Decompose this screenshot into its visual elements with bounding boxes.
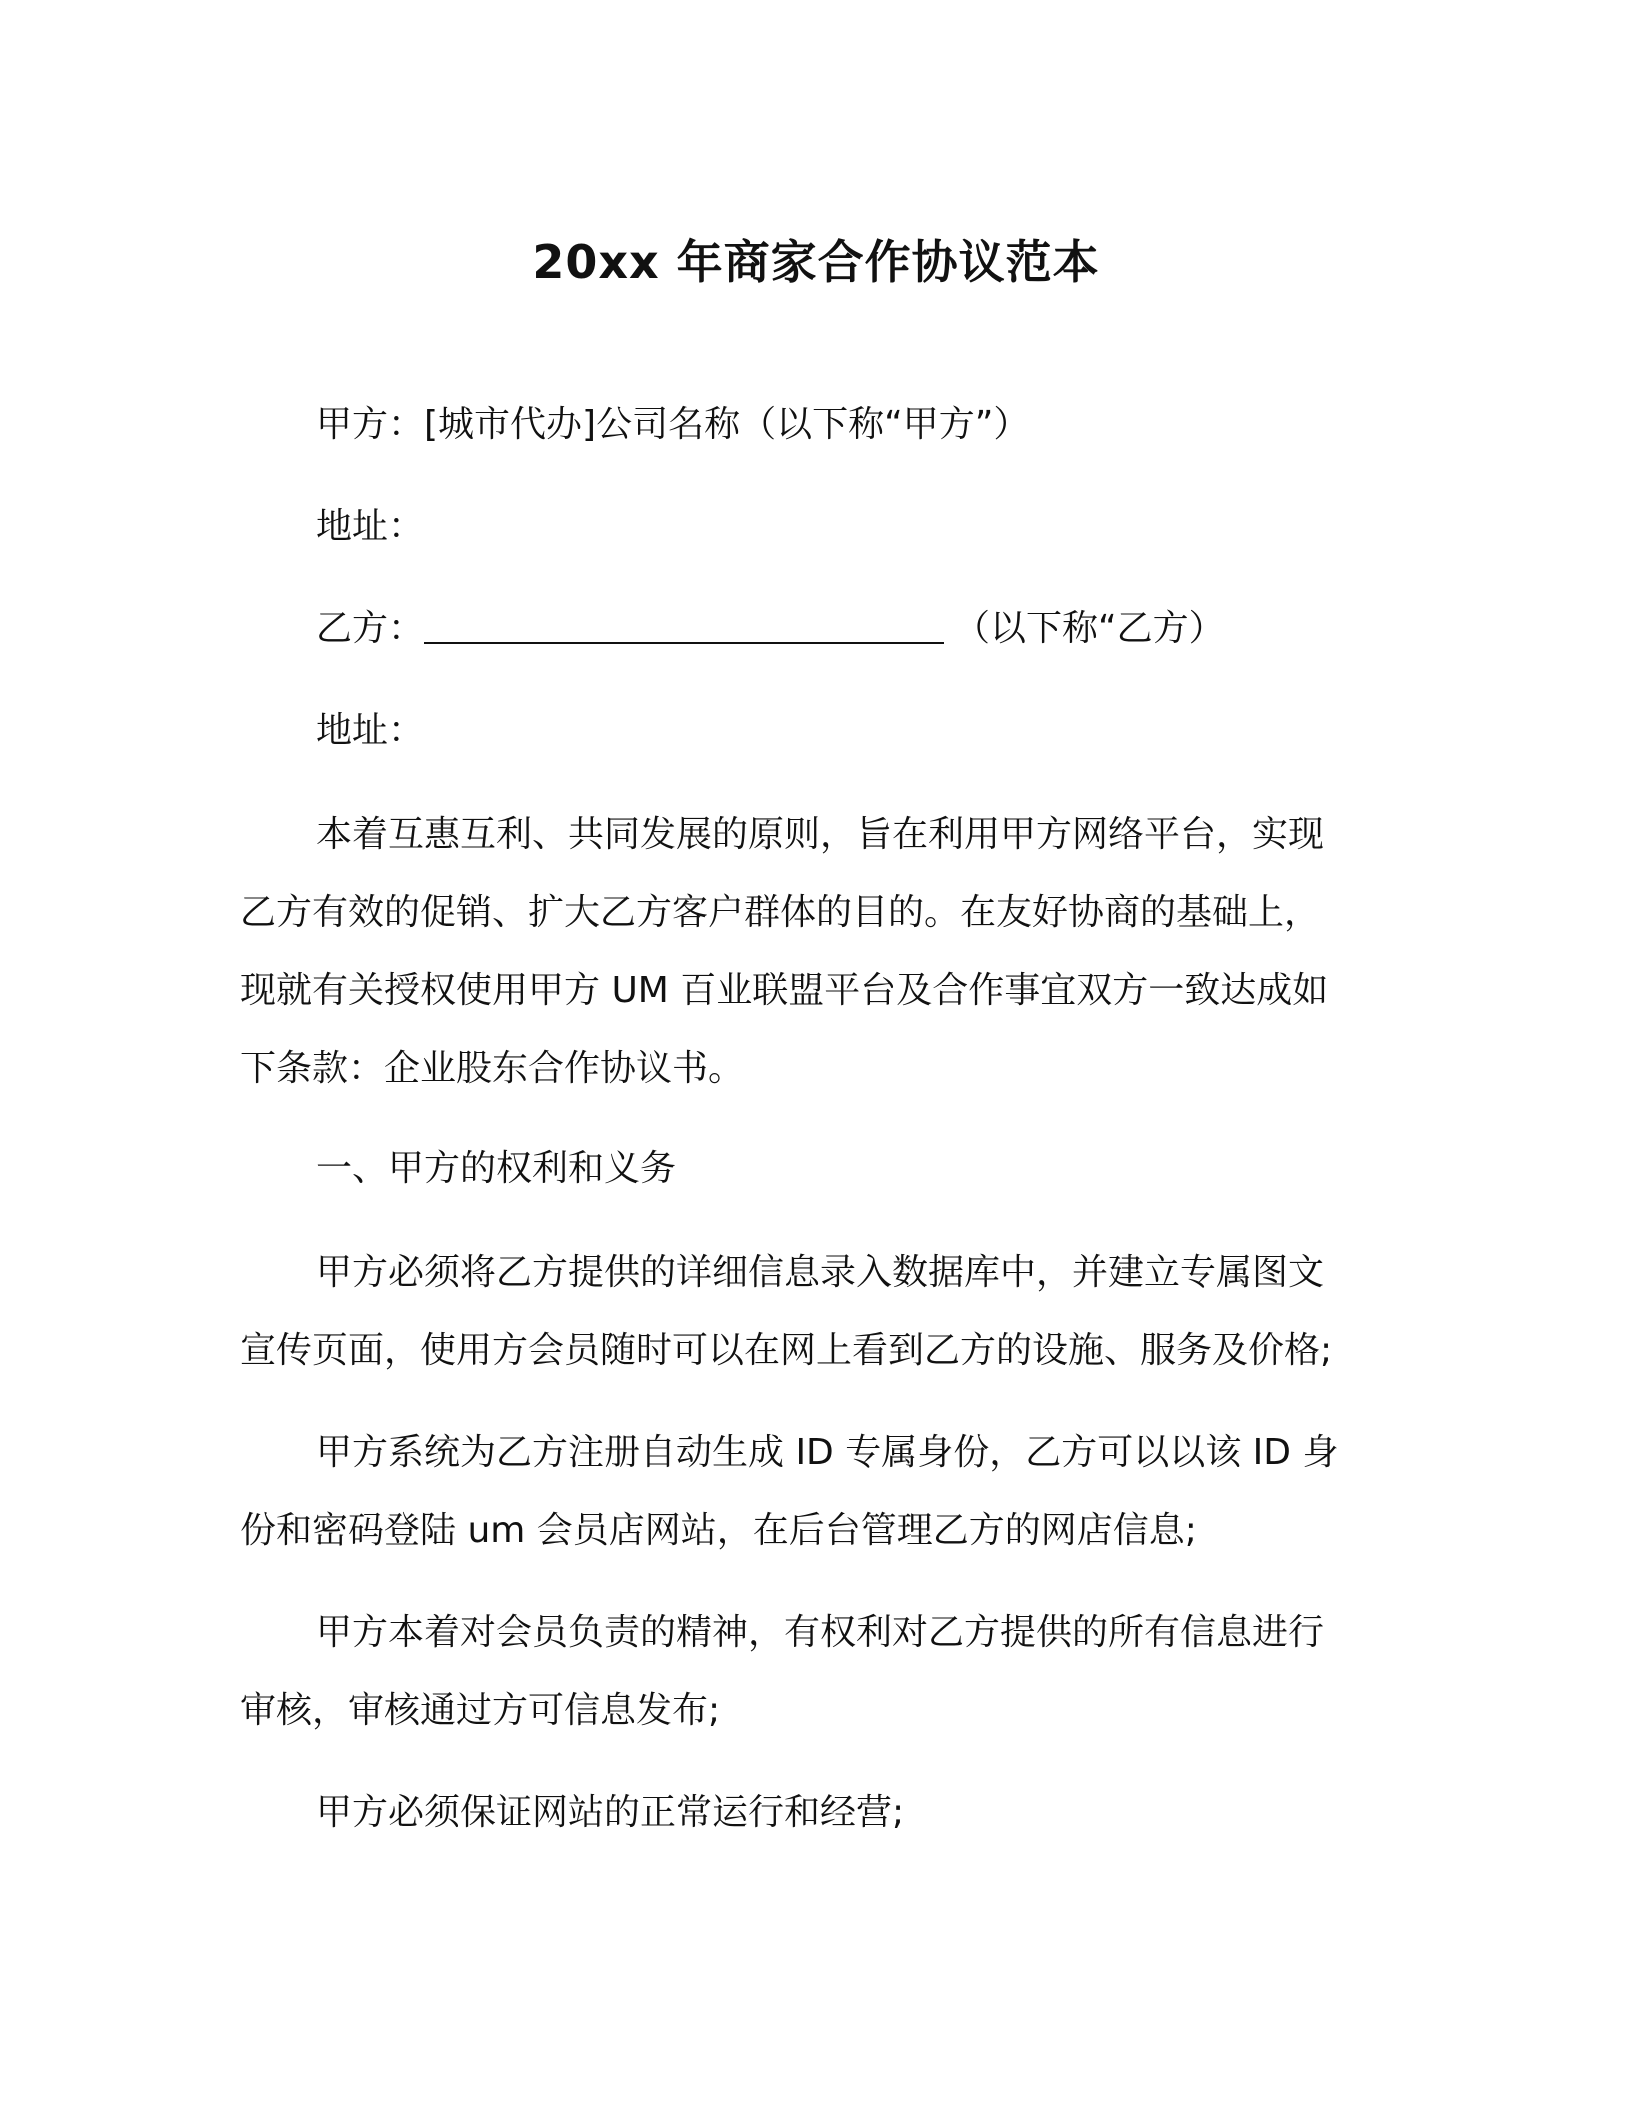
intro-line-3: 现就有关授权使用甲方 UM 百业联盟平台及合作事宜双方一致达成如 <box>240 970 1329 1011</box>
party-a-line: 甲方：[城市代办]公司名称（以下称“甲方”） <box>316 404 1030 445</box>
clause-2-paragraph <box>240 1414 1400 1570</box>
party-b-prefix: 乙方： <box>316 608 425 649</box>
clause-3-paragraph <box>240 1594 1400 1750</box>
intro-line-1: 本着互惠互利、共同发展的原则，旨在利用甲方网络平台，实现 <box>316 814 1325 855</box>
party-b-address-label: 地址： <box>316 710 425 751</box>
clause-4-paragraph <box>240 1774 1400 1852</box>
clause-4-line-1: 甲方必须保证网站的正常运行和经营; <box>316 1792 905 1833</box>
intro-line-4: 下条款：企业股东合作协议书。 <box>240 1048 745 1089</box>
clause-1-line-2: 宣传页面，使用方会员随时可以在网上看到乙方的设施、服务及价格; <box>240 1330 1333 1371</box>
document-title: 20xx 年商家合作协议范本 <box>532 235 1100 289</box>
intro-line-2: 乙方有效的促销、扩大乙方客户群体的目的。在友好协商的基础上， <box>240 892 1321 933</box>
intro-paragraph <box>240 796 1400 1108</box>
party-b-suffix: （以下称“乙方） <box>954 608 1225 649</box>
clause-3-line-1: 甲方本着对会员负责的精神，有权利对乙方提供的所有信息进行 <box>316 1612 1325 1653</box>
party-b-name-blank <box>424 612 944 644</box>
party-a-address-label: 地址： <box>316 506 425 547</box>
clause-1-line-1: 甲方必须将乙方提供的详细信息录入数据库中，并建立专属图文 <box>316 1252 1325 1293</box>
clause-2-line-2: 份和密码登陆 um 会员店网站，在后台管理乙方的网店信息; <box>240 1510 1197 1551</box>
party-b-line <box>316 604 1476 654</box>
clause-2-line-1: 甲方系统为乙方注册自动生成 ID 专属身份，乙方可以以该 ID 身 <box>316 1432 1339 1473</box>
clause-3-line-2: 审核，审核通过方可信息发布; <box>240 1690 721 1731</box>
section-1-heading: 一、甲方的权利和义务 <box>316 1148 677 1189</box>
clause-1-paragraph <box>240 1234 1400 1390</box>
